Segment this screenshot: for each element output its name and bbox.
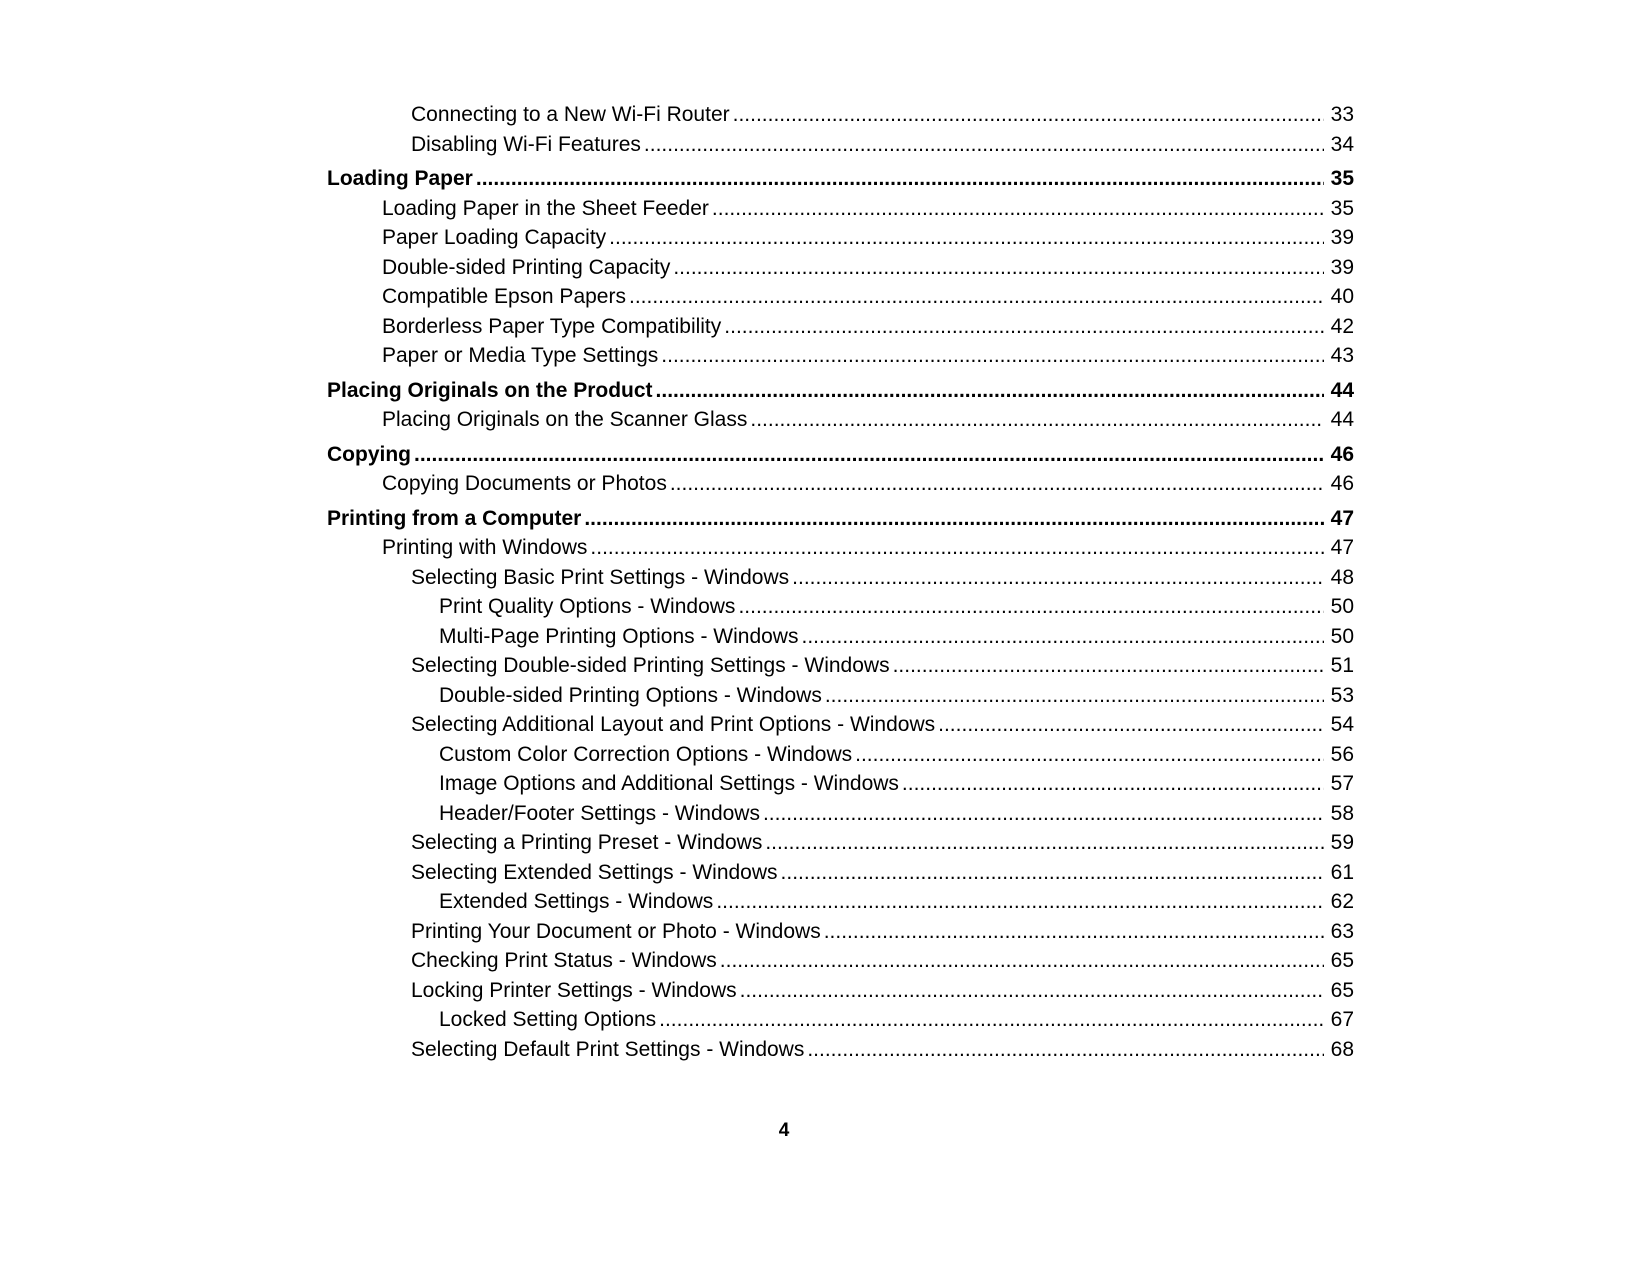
dot-leader [750,405,1324,435]
dot-leader [673,253,1324,283]
toc-entry[interactable] [327,946,1354,976]
toc-entry-title: Paper Loading Capacity [382,226,607,249]
toc-entry-page: 65 [1330,978,1354,1002]
dot-leader [629,282,1324,312]
dot-leader [590,533,1324,563]
toc-entry[interactable] [327,651,1354,681]
toc-entry-page: 35 [1330,196,1354,220]
dot-leader [670,469,1324,499]
toc-entry-title: Copying Documents or Photos [382,472,667,495]
dot-leader [801,622,1324,652]
toc-entry[interactable] [327,312,1354,342]
toc-entry-page: 50 [1330,595,1354,618]
dot-leader [476,164,1324,194]
toc-entry-title: Connecting to a New Wi-Fi Router [411,103,730,126]
toc-entry-page: 56 [1330,742,1354,766]
toc-entry-page: 47 [1330,506,1354,530]
dot-leader [584,504,1324,534]
toc-entry[interactable] [327,563,1354,593]
toc-entry-page: 46 [1330,442,1354,466]
toc-entry-title: Image Options and Additional Settings - Windows [439,772,899,795]
toc-entry[interactable] [327,622,1354,652]
dot-leader [781,858,1324,888]
toc-entry-page: 40 [1330,285,1354,308]
dot-leader [807,1035,1324,1065]
toc-entry-title: Locked Setting Options [439,1008,657,1031]
toc-entry-title: Selecting Double-sided Printing Settings - Windows [411,654,890,677]
dot-leader [661,341,1324,371]
toc-entry[interactable] [327,828,1354,858]
toc-entry[interactable] [327,799,1354,829]
toc-entry-title: Double-sided Printing Capacity [382,255,671,279]
toc-entry[interactable] [327,194,1354,224]
toc-chapter-entry[interactable] [327,504,1354,534]
toc-entry-page: 51 [1330,654,1354,677]
toc-entry-title: Header/Footer Settings - Windows [439,801,760,825]
toc-entry-page: 67 [1330,1008,1354,1031]
dot-leader [644,130,1324,160]
toc-entry-page: 35 [1330,167,1354,190]
dot-leader [938,710,1324,740]
toc-entry-page: 34 [1330,132,1354,156]
dot-leader [825,681,1324,711]
toc-entry-page: 62 [1330,890,1354,913]
toc-entry-title: Print Quality Options - Windows [439,595,736,618]
dot-leader [763,799,1324,829]
toc-entry-title: Locking Printer Settings - Windows [411,978,737,1002]
toc-entry[interactable] [327,282,1354,312]
toc-entry-page: 54 [1330,713,1354,736]
toc-entry-title: Printing with Windows [382,536,588,559]
toc-entry[interactable] [327,1005,1354,1035]
toc-entry[interactable] [327,976,1354,1006]
toc-entry-title: Printing from a Computer [327,506,582,530]
dot-leader [902,769,1324,799]
toc-entry-page: 46 [1330,472,1354,495]
dot-leader [716,887,1324,917]
toc-entry-title: Compatible Epson Papers [382,285,626,308]
toc-entry-title: Custom Color Correction Options - Windows [439,742,853,766]
toc-entry[interactable] [327,130,1354,160]
dot-leader [720,946,1324,976]
table-of-contents [327,100,1354,1064]
dot-leader [659,1005,1324,1035]
dot-leader [824,917,1324,947]
toc-entry-page: 43 [1330,344,1354,367]
toc-entry-page: 48 [1330,565,1354,589]
toc-entry-title: Selecting Basic Print Settings - Windows [411,565,790,589]
toc-entry[interactable] [327,887,1354,917]
toc-entry-title: Copying [327,442,411,466]
toc-entry-title: Selecting Additional Layout and Print Options - Windows [411,713,936,736]
toc-entry-title: Extended Settings - Windows [439,890,714,913]
dot-leader [712,194,1324,224]
toc-entry[interactable] [327,341,1354,371]
dot-leader [738,592,1324,622]
toc-entry-title: Selecting Default Print Settings - Windows [411,1037,805,1061]
toc-entry[interactable] [327,223,1354,253]
toc-entry[interactable] [327,710,1354,740]
toc-entry-page: 47 [1330,536,1354,559]
toc-entry[interactable] [327,100,1354,130]
toc-entry[interactable] [327,1035,1354,1065]
toc-entry-page: 63 [1330,919,1354,943]
dot-leader [765,828,1324,858]
dot-leader [414,440,1324,470]
toc-entry-page: 39 [1330,226,1354,249]
page-number: 4 [778,1120,790,1141]
toc-entry[interactable] [327,405,1354,435]
dot-leader [724,312,1324,342]
toc-entry-page: 39 [1330,255,1354,279]
toc-entry-page: 53 [1330,683,1354,707]
toc-entry-page: 58 [1330,801,1354,825]
toc-entry-page: 44 [1330,378,1354,402]
toc-entry-page: 44 [1330,408,1354,431]
toc-entry-title: Placing Originals on the Scanner Glass [382,408,748,431]
toc-entry-title: Disabling Wi-Fi Features [411,132,641,156]
toc-chapter-entry[interactable] [327,376,1354,406]
dot-leader [792,563,1324,593]
toc-entry[interactable] [327,917,1354,947]
toc-entry-page: 61 [1330,860,1354,884]
toc-entry-page: 68 [1330,1037,1354,1061]
dot-leader [609,223,1324,253]
dot-leader [855,740,1324,770]
dot-leader [656,376,1324,406]
toc-entry[interactable] [327,253,1354,283]
dot-leader [733,100,1324,130]
toc-entry-title: Borderless Paper Type Compatibility [382,314,722,338]
toc-entry[interactable] [327,769,1354,799]
dot-leader [740,976,1324,1006]
toc-entry-title: Double-sided Printing Options - Windows [439,683,822,707]
toc-entry-page: 59 [1330,831,1354,854]
toc-entry[interactable] [327,858,1354,888]
toc-entry-title: Loading Paper [327,167,473,190]
toc-chapter-entry[interactable] [327,440,1354,470]
toc-entry-title: Loading Paper in the Sheet Feeder [382,196,709,220]
toc-entry-title: Checking Print Status - Windows [411,949,717,972]
toc-entry[interactable] [327,533,1354,563]
toc-entry-page: 65 [1330,949,1354,972]
dot-leader [893,651,1324,681]
toc-entry-page: 50 [1330,624,1354,648]
toc-entry-title: Selecting Extended Settings - Windows [411,860,778,884]
toc-entry-title: Selecting a Printing Preset - Windows [411,831,763,854]
toc-entry-title: Placing Originals on the Product [327,378,653,402]
toc-entry-title: Printing Your Document or Photo - Windows [411,919,821,943]
toc-entry-page: 42 [1330,314,1354,338]
toc-entry-page: 57 [1330,772,1354,795]
toc-entry[interactable] [327,740,1354,770]
toc-entry-page: 33 [1330,103,1354,126]
toc-entry-title: Multi-Page Printing Options - Windows [439,624,799,648]
toc-entry[interactable] [327,681,1354,711]
toc-entry[interactable] [327,469,1354,499]
toc-chapter-entry[interactable] [327,164,1354,194]
toc-entry[interactable] [327,592,1354,622]
toc-entry-title: Paper or Media Type Settings [382,344,659,367]
